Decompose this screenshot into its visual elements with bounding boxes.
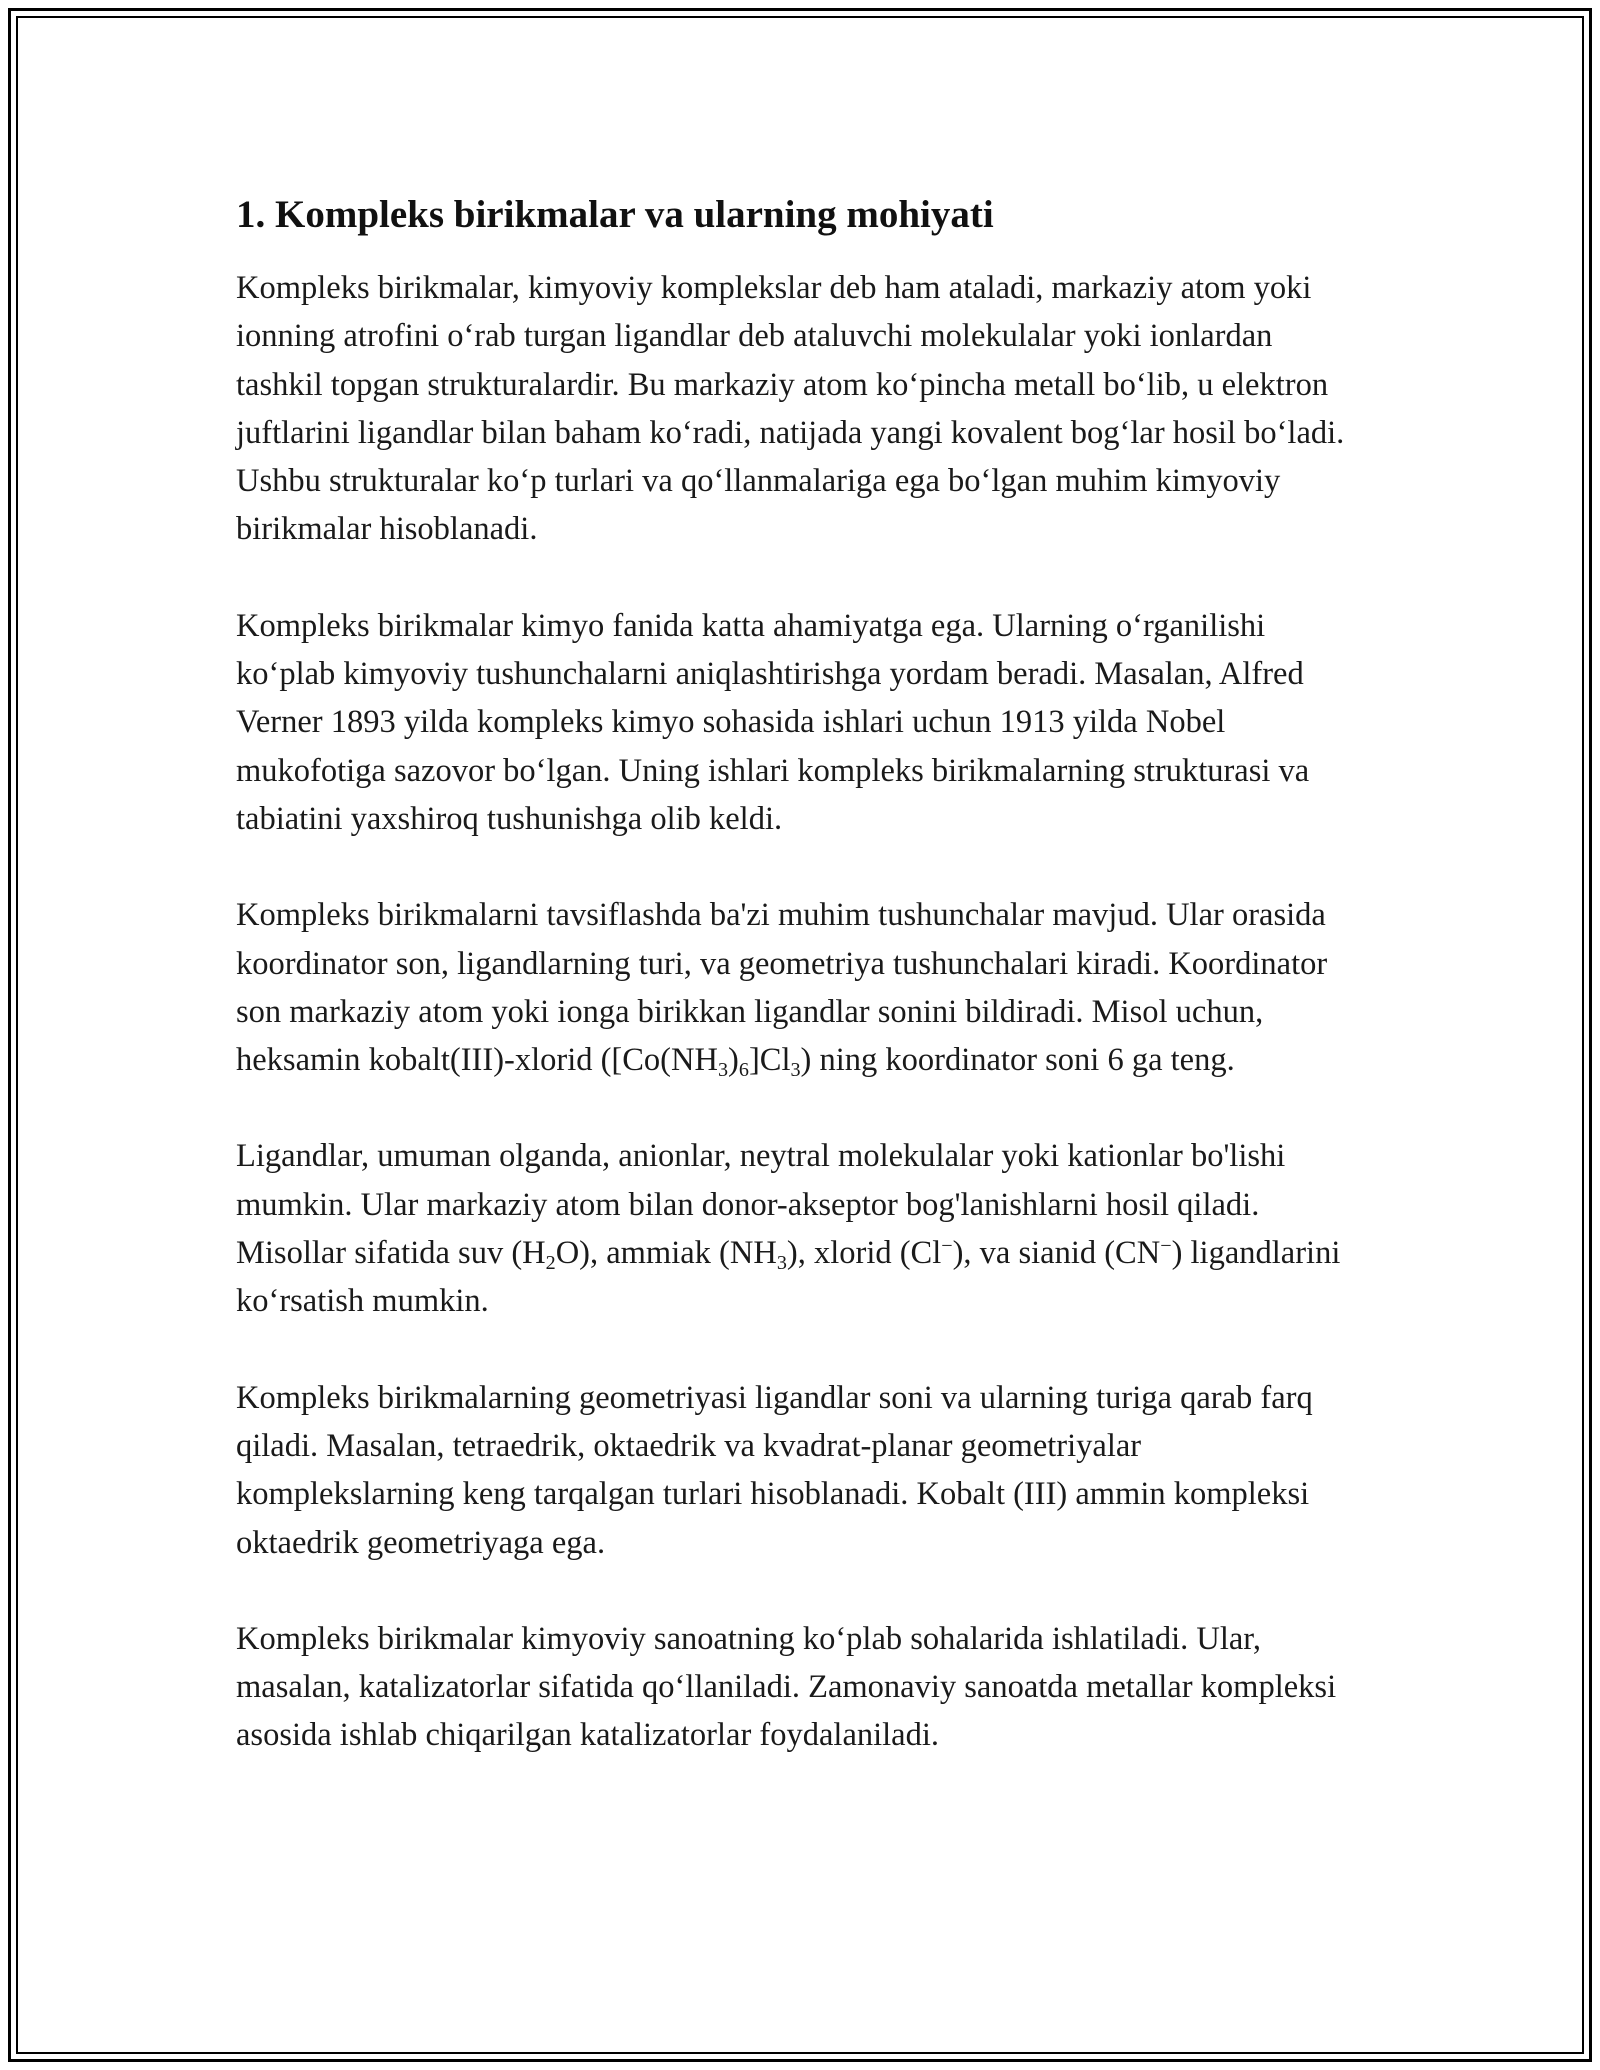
text: Ligandlar, umuman olganda, anionlar, neytral molekulalar yoki kationlar bo'lishi mumkin. Ular markaziy atom bilan donor-akseptor bog'lanishlarni hosil qiladi. Misollar sifatida suv (H — [236, 1138, 1286, 1272]
subscript: 2 — [545, 1252, 556, 1275]
paragraph-applications: Kompleks birikmalar kimyoviy sanoatning ko‘plab sohalarida ishlatiladi. Ular, masalan, katalizatorlar sifatida qo‘llaniladi. Zamonaviy sanoatda metallar kompleksi asosida ishlab chiqarilgan katalizatorlar foydalaniladi. — [236, 1620, 1337, 1754]
superscript: − — [941, 1234, 953, 1257]
text: ), xlorid (Cl — [786, 1235, 942, 1272]
document-body — [236, 188, 1366, 1808]
subscript: 3 — [790, 1059, 801, 1082]
paragraph-significance: Kompleks birikmalar kimyo fanida katta ahamiyatga ega. Ularning o‘rganilishi ko‘plab kimyoviy tushunchalarni aniqlashtirishga yordam beradi. Masalan, Alfred Verner 1893 yilda kompleks kimyo sohasida ishlari uchun 1913 yilda Nobel mukofotiga sazovor bo‘lgan. Uning ishlari kompleks birikmalarning strukturasi va tabiatini yaxshiroq tushunishga olib keldi. — [236, 607, 1310, 837]
subscript: 6 — [738, 1059, 749, 1082]
text: Kompleks birikmalarni tavsiflashda ba'zi muhim tushunchalar mavjud. Ular orasida koordinator son, ligandlarning turi, va geometriya tushunchalari kiradi. Koordinator son markaziy atom yoki ionga birikkan ligandlar sonini bildiradi. Misol uchun, heksamin kobalt(III)-xlorid ([Co(NH — [236, 897, 1328, 1079]
text: ]Cl — [748, 1042, 791, 1079]
paragraph-geometry: Kompleks birikmalarning geometriyasi ligandlar soni va ularning turiga qarab farq qiladi. Masalan, tetraedrik, oktaedrik va kvadrat-planar geometriyalar komplekslarning keng tarqalgan turlari hisoblanadi. Kobalt (III) ammin kompleksi oktaedrik geometriyaga ega. — [236, 1379, 1313, 1561]
text: ) ning koordinator soni 6 ga teng. — [800, 1042, 1235, 1079]
text: ) — [728, 1042, 739, 1079]
paragraph-coordination-number — [236, 891, 1366, 1084]
subscript: 3 — [717, 1059, 729, 1082]
paragraph-intro: Kompleks birikmalar, kimyoviy komplekslar deb ham ataladi, markaziy atom yoki ionning atrofini o‘rab turgan ligandlar deb ataluvchi molekulalar yoki ionlardan tashkil topgan strukturalardir. Bu markaziy atom ko‘pincha metall bo‘lib, u elektron juftlarini ligandlar bilan baham ko‘radi, natijada yangi kovalent bog‘lar hosil bo‘ladi. Ushbu strukturalar ko‘p turlari va qo‘llanmalariga ega bo‘lgan muhim kimyoviy birikmalar hisoblanadi. — [236, 270, 1345, 548]
text: O), ammiak (NH — [555, 1235, 777, 1272]
superscript: − — [1160, 1234, 1172, 1257]
subscript: 3 — [776, 1252, 787, 1275]
text: ) ligandlarini ko‘rsatish mumkin. — [236, 1235, 1341, 1320]
section-heading: 1. Kompleks birikmalar va ularning mohiyati — [236, 193, 994, 236]
paragraph-ligands — [236, 1132, 1366, 1325]
text: ), va sianid (CN — [952, 1235, 1161, 1272]
